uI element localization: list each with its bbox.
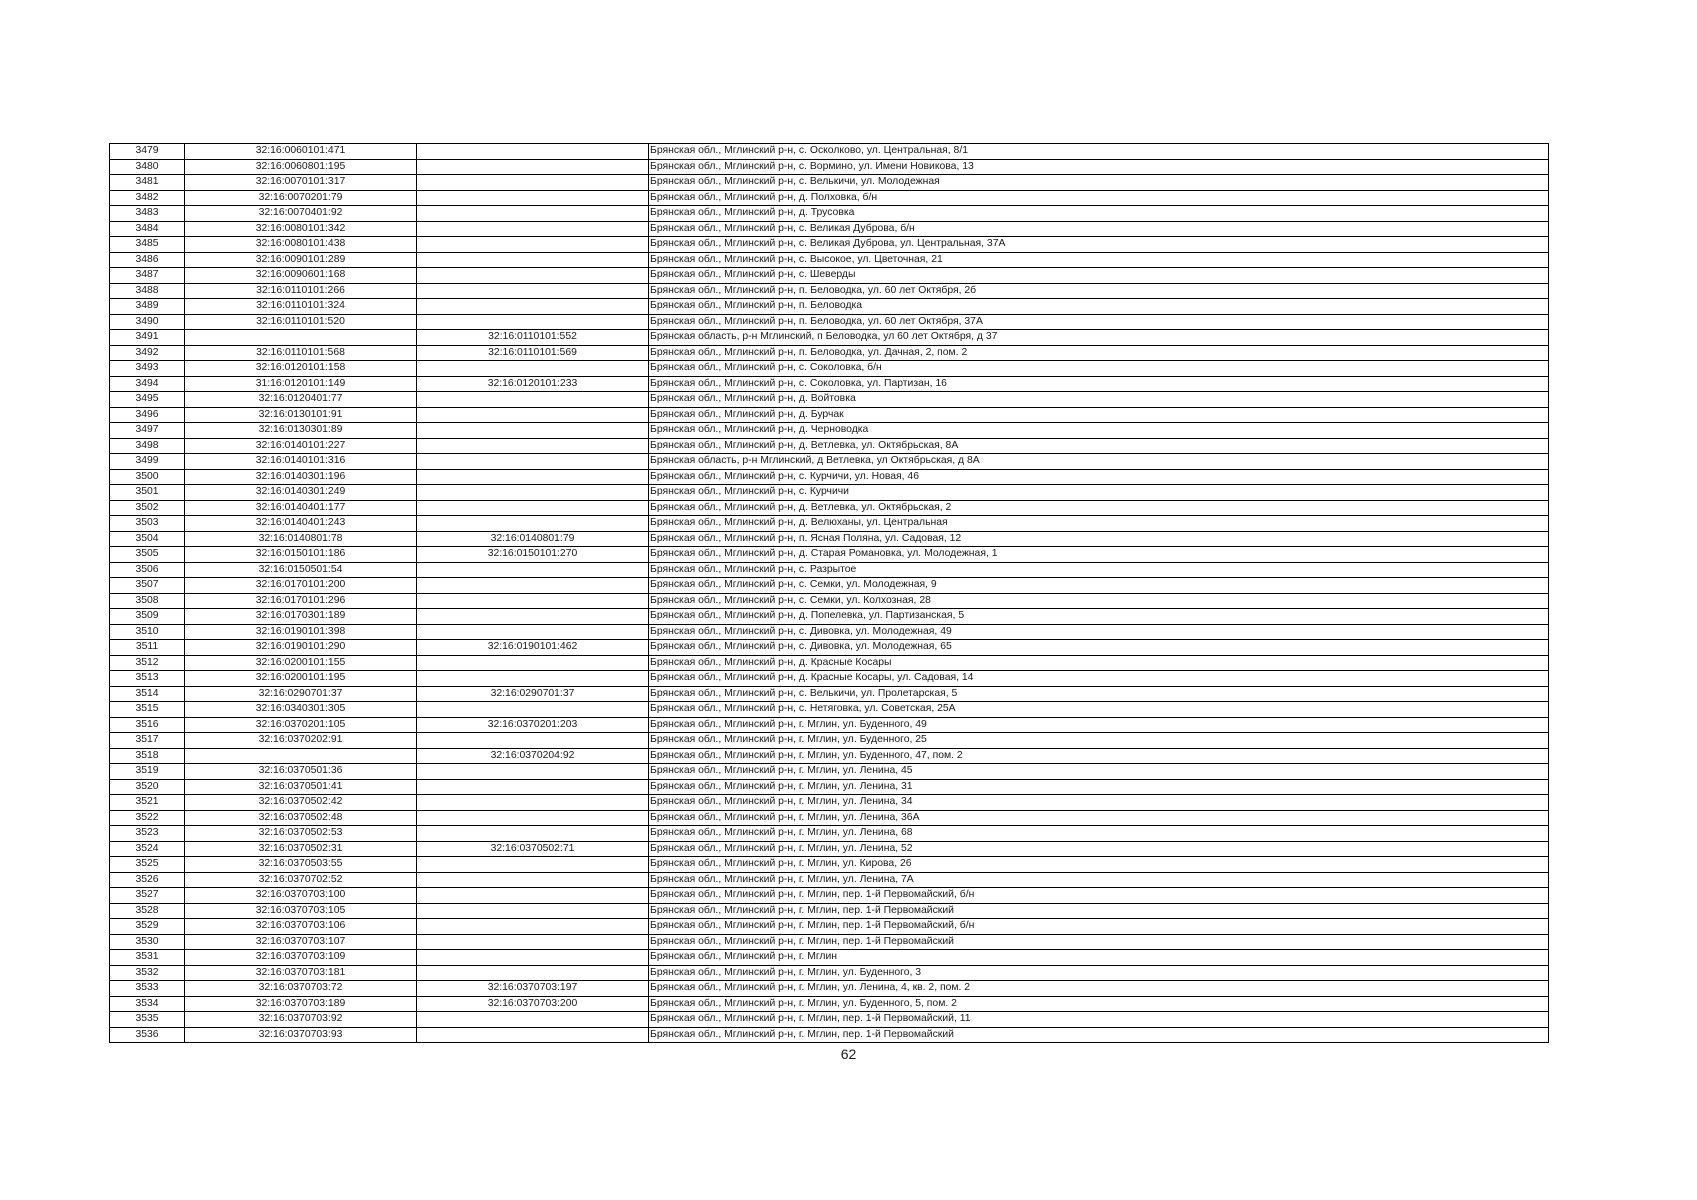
cadastral-number-cell: 32:16:0200101:155 (185, 655, 417, 671)
address-cell: Брянская обл., Мглинский р-н, п. Беловодка, ул. 60 лет Октября, 37А (649, 314, 1549, 330)
cadastral-number-cell: 32:16:0370703:109 (185, 950, 417, 966)
row-number-cell: 3504 (110, 531, 185, 547)
cadastral-number-cell: 32:16:0150501:54 (185, 562, 417, 578)
related-cadastral-number-cell (417, 516, 649, 532)
cadastral-number-cell: 32:16:0370501:41 (185, 779, 417, 795)
cadastral-number-cell: 32:16:0170301:189 (185, 609, 417, 625)
table-row (110, 593, 1549, 609)
row-number-cell: 3527 (110, 888, 185, 904)
cadastral-number-cell: 32:16:0090601:168 (185, 268, 417, 284)
cadastral-number-cell: 32:16:0370703:181 (185, 965, 417, 981)
row-number-cell: 3494 (110, 376, 185, 392)
address-cell: Брянская обл., Мглинский р-н, с. Высокое, ул. Цветочная, 21 (649, 252, 1549, 268)
cadastral-number-cell: 32:16:0080101:342 (185, 221, 417, 237)
cadastral-number-cell: 32:16:0370201:105 (185, 717, 417, 733)
table-row (110, 206, 1549, 222)
related-cadastral-number-cell (417, 237, 649, 253)
row-number-cell: 3480 (110, 159, 185, 175)
row-number-cell: 3497 (110, 423, 185, 439)
cadastral-number-cell: 32:16:0340301:305 (185, 702, 417, 718)
address-cell: Брянская обл., Мглинский р-н, п. Беловодка, ул. 60 лет Октября, 2б (649, 283, 1549, 299)
cadastral-number-cell: 32:16:0370703:105 (185, 903, 417, 919)
table-row (110, 919, 1549, 935)
table-row (110, 934, 1549, 950)
table-row (110, 1027, 1549, 1043)
table-row (110, 826, 1549, 842)
related-cadastral-number-cell (417, 159, 649, 175)
row-number-cell: 3498 (110, 438, 185, 454)
address-cell: Брянская обл., Мглинский р-н, г. Мглин, пер. 1-й Первомайский, б/н (649, 919, 1549, 935)
address-cell: Брянская обл., Мглинский р-н, г. Мглин, ул. Ленина, 34 (649, 795, 1549, 811)
table-row (110, 981, 1549, 997)
related-cadastral-number-cell (417, 903, 649, 919)
table-row (110, 361, 1549, 377)
address-cell: Брянская обл., Мглинский р-н, с. Разрытое (649, 562, 1549, 578)
related-cadastral-number-cell: 32:16:0190101:462 (417, 640, 649, 656)
address-cell: Брянская область, р-н Мглинский, п Беловодка, ул 60 лет Октября, д 37 (649, 330, 1549, 346)
row-number-cell: 3530 (110, 934, 185, 950)
address-cell: Брянская обл., Мглинский р-н, г. Мглин, ул. Буденного, 5, пом. 2 (649, 996, 1549, 1012)
related-cadastral-number-cell (417, 857, 649, 873)
row-number-cell: 3505 (110, 547, 185, 563)
cadastral-number-cell: 32:16:0120101:158 (185, 361, 417, 377)
table-row (110, 330, 1549, 346)
address-cell: Брянская обл., Мглинский р-н, с. Нетяговка, ул. Советская, 25А (649, 702, 1549, 718)
address-cell: Брянская обл., Мглинский р-н, г. Мглин, ул. Ленина, 31 (649, 779, 1549, 795)
row-number-cell: 3482 (110, 190, 185, 206)
table-row (110, 144, 1549, 160)
row-number-cell: 3501 (110, 485, 185, 501)
row-number-cell: 3502 (110, 500, 185, 516)
address-cell: Брянская обл., Мглинский р-н, с. Семки, ул. Молодежная, 9 (649, 578, 1549, 594)
address-cell: Брянская обл., Мглинский р-н, п. Беловодка (649, 299, 1549, 315)
related-cadastral-number-cell (417, 221, 649, 237)
table-row (110, 485, 1549, 501)
table-row (110, 469, 1549, 485)
cadastral-number-cell: 32:16:0370501:36 (185, 764, 417, 780)
address-cell: Брянская обл., Мглинский р-н, д. Красные Косары (649, 655, 1549, 671)
cadastral-number-cell: 32:16:0290701:37 (185, 686, 417, 702)
row-number-cell: 3509 (110, 609, 185, 625)
row-number-cell: 3518 (110, 748, 185, 764)
cadastral-number-cell: 32:16:0060801:195 (185, 159, 417, 175)
related-cadastral-number-cell (417, 702, 649, 718)
address-cell: Брянская обл., Мглинский р-н, п. Ясная Поляна, ул. Садовая, 12 (649, 531, 1549, 547)
address-cell: Брянская обл., Мглинский р-н, с. Дивовка, ул. Молодежная, 65 (649, 640, 1549, 656)
related-cadastral-number-cell (417, 1012, 649, 1028)
related-cadastral-number-cell (417, 810, 649, 826)
address-cell: Брянская обл., Мглинский р-н, г. Мглин, пер. 1-й Первомайский (649, 1027, 1549, 1043)
row-number-cell: 3521 (110, 795, 185, 811)
row-number-cell: 3532 (110, 965, 185, 981)
cadastral-number-cell: 32:16:0110101:324 (185, 299, 417, 315)
related-cadastral-number-cell (417, 578, 649, 594)
row-number-cell: 3492 (110, 345, 185, 361)
row-number-cell: 3517 (110, 733, 185, 749)
row-number-cell: 3524 (110, 841, 185, 857)
row-number-cell: 3479 (110, 144, 185, 160)
table-row (110, 500, 1549, 516)
row-number-cell: 3536 (110, 1027, 185, 1043)
cadastral-number-cell: 32:16:0150101:186 (185, 547, 417, 563)
row-number-cell: 3510 (110, 624, 185, 640)
cadastral-number-cell (185, 748, 417, 764)
cadastral-number-cell: 32:16:0130301:89 (185, 423, 417, 439)
table-row (110, 655, 1549, 671)
table-row (110, 159, 1549, 175)
table-row (110, 562, 1549, 578)
address-cell: Брянская обл., Мглинский р-н, с. Великая Дуброва, ул. Центральная, 37А (649, 237, 1549, 253)
row-number-cell: 3499 (110, 454, 185, 470)
related-cadastral-number-cell (417, 206, 649, 222)
table-row (110, 748, 1549, 764)
address-cell: Брянская обл., Мглинский р-н, п. Беловодка, ул. Дачная, 2, пом. 2 (649, 345, 1549, 361)
cadastral-number-cell: 32:16:0370502:53 (185, 826, 417, 842)
row-number-cell: 3522 (110, 810, 185, 826)
cadastral-number-cell: 32:16:0370503:55 (185, 857, 417, 873)
table-row (110, 376, 1549, 392)
related-cadastral-number-cell: 32:16:0370703:197 (417, 981, 649, 997)
cadastral-number-cell: 32:16:0370703:100 (185, 888, 417, 904)
row-number-cell: 3483 (110, 206, 185, 222)
table-row (110, 314, 1549, 330)
cadastral-number-cell: 32:16:0370703:107 (185, 934, 417, 950)
table-row (110, 454, 1549, 470)
related-cadastral-number-cell (417, 624, 649, 640)
related-cadastral-number-cell (417, 872, 649, 888)
cadastral-number-cell: 32:16:0370703:93 (185, 1027, 417, 1043)
row-number-cell: 3528 (110, 903, 185, 919)
address-cell: Брянская область, р-н Мглинский, д Ветлевка, ул Октябрьская, д 8А (649, 454, 1549, 470)
cadastral-number-cell: 32:16:0370703:106 (185, 919, 417, 935)
row-number-cell: 3485 (110, 237, 185, 253)
address-cell: Брянская обл., Мглинский р-н, г. Мглин, пер. 1-й Первомайский (649, 934, 1549, 950)
related-cadastral-number-cell: 32:16:0370204:92 (417, 748, 649, 764)
address-cell: Брянская обл., Мглинский р-н, д. Попелевка, ул. Партизанская, 5 (649, 609, 1549, 625)
table-row (110, 717, 1549, 733)
cadastral-number-cell: 32:16:0070401:92 (185, 206, 417, 222)
address-cell: Брянская обл., Мглинский р-н, с. Курчичи, ул. Новая, 46 (649, 469, 1549, 485)
table-row (110, 702, 1549, 718)
cadastral-number-cell: 32:16:0370703:92 (185, 1012, 417, 1028)
row-number-cell: 3514 (110, 686, 185, 702)
table-row (110, 795, 1549, 811)
related-cadastral-number-cell: 32:16:0370201:203 (417, 717, 649, 733)
table-row (110, 686, 1549, 702)
related-cadastral-number-cell (417, 438, 649, 454)
related-cadastral-number-cell (417, 795, 649, 811)
row-number-cell: 3519 (110, 764, 185, 780)
cadastral-number-cell: 32:16:0110101:266 (185, 283, 417, 299)
address-cell: Брянская обл., Мглинский р-н, г. Мглин, ул. Буденного, 3 (649, 965, 1549, 981)
related-cadastral-number-cell (417, 268, 649, 284)
row-number-cell: 3511 (110, 640, 185, 656)
row-number-cell: 3535 (110, 1012, 185, 1028)
related-cadastral-number-cell (417, 950, 649, 966)
cadastral-number-cell: 32:16:0090101:289 (185, 252, 417, 268)
row-number-cell: 3488 (110, 283, 185, 299)
cadastral-number-cell: 32:16:0370202:91 (185, 733, 417, 749)
row-number-cell: 3534 (110, 996, 185, 1012)
table-row (110, 640, 1549, 656)
related-cadastral-number-cell (417, 144, 649, 160)
related-cadastral-number-cell: 32:16:0150101:270 (417, 547, 649, 563)
related-cadastral-number-cell (417, 485, 649, 501)
table-row (110, 578, 1549, 594)
related-cadastral-number-cell (417, 190, 649, 206)
table-row (110, 950, 1549, 966)
address-cell: Брянская обл., Мглинский р-н, г. Мглин, ул. Ленина, 52 (649, 841, 1549, 857)
cadastral-number-cell: 32:16:0370502:31 (185, 841, 417, 857)
related-cadastral-number-cell (417, 888, 649, 904)
related-cadastral-number-cell (417, 423, 649, 439)
cadastral-number-cell: 32:16:0190101:398 (185, 624, 417, 640)
address-cell: Брянская обл., Мглинский р-н, г. Мглин, ул. Кирова, 26 (649, 857, 1549, 873)
address-cell: Брянская обл., Мглинский р-н, д. Бурчак (649, 407, 1549, 423)
address-cell: Брянская обл., Мглинский р-н, с. Семки, ул. Колхозная, 28 (649, 593, 1549, 609)
table-row (110, 872, 1549, 888)
table-row (110, 810, 1549, 826)
address-cell: Брянская обл., Мглинский р-н, г. Мглин, пер. 1-й Первомайский (649, 903, 1549, 919)
table-row (110, 407, 1549, 423)
related-cadastral-number-cell (417, 671, 649, 687)
table-row (110, 888, 1549, 904)
row-number-cell: 3493 (110, 361, 185, 377)
row-number-cell: 3523 (110, 826, 185, 842)
related-cadastral-number-cell (417, 314, 649, 330)
row-number-cell: 3533 (110, 981, 185, 997)
address-cell: Брянская обл., Мглинский р-н, д. Войтовка (649, 392, 1549, 408)
address-cell: Брянская обл., Мглинский р-н, д. Велюханы, ул. Центральная (649, 516, 1549, 532)
address-cell: Брянская обл., Мглинский р-н, с. Великая Дуброва, б/н (649, 221, 1549, 237)
related-cadastral-number-cell: 32:16:0370703:200 (417, 996, 649, 1012)
row-number-cell: 3512 (110, 655, 185, 671)
cadastral-number-cell: 32:16:0200101:195 (185, 671, 417, 687)
table-row (110, 903, 1549, 919)
cadastral-number-cell: 32:16:0060101:471 (185, 144, 417, 160)
address-cell: Брянская обл., Мглинский р-н, д. Полховка, б/н (649, 190, 1549, 206)
row-number-cell: 3496 (110, 407, 185, 423)
cadastral-number-cell: 32:16:0140301:196 (185, 469, 417, 485)
cadastral-number-cell: 32:16:0370702:52 (185, 872, 417, 888)
table-row (110, 516, 1549, 532)
cadastral-number-cell: 32:16:0370502:48 (185, 810, 417, 826)
table-row (110, 345, 1549, 361)
address-cell: Брянская обл., Мглинский р-н, г. Мглин, ул. Буденного, 49 (649, 717, 1549, 733)
table-row (110, 175, 1549, 191)
table-row (110, 299, 1549, 315)
row-number-cell: 3507 (110, 578, 185, 594)
related-cadastral-number-cell (417, 361, 649, 377)
cadastral-number-cell (185, 330, 417, 346)
row-number-cell: 3495 (110, 392, 185, 408)
address-cell: Брянская обл., Мглинский р-н, с. Велькичи, ул. Молодежная (649, 175, 1549, 191)
related-cadastral-number-cell (417, 764, 649, 780)
address-cell: Брянская обл., Мглинский р-н, д. Старая Романовка, ул. Молодежная, 1 (649, 547, 1549, 563)
cadastral-number-cell: 32:16:0190101:290 (185, 640, 417, 656)
table-row (110, 423, 1549, 439)
row-number-cell: 3515 (110, 702, 185, 718)
address-cell: Брянская обл., Мглинский р-н, с. Вормино, ул. Имени Новикова, 13 (649, 159, 1549, 175)
cadastral-number-cell: 32:16:0070101:317 (185, 175, 417, 191)
related-cadastral-number-cell (417, 283, 649, 299)
related-cadastral-number-cell (417, 919, 649, 935)
cadastral-number-cell: 32:16:0370502:42 (185, 795, 417, 811)
cadastral-number-cell: 32:16:0370703:72 (185, 981, 417, 997)
table-row (110, 857, 1549, 873)
table-row (110, 237, 1549, 253)
cadastral-number-cell: 32:16:0170101:200 (185, 578, 417, 594)
row-number-cell: 3481 (110, 175, 185, 191)
table-row (110, 531, 1549, 547)
table-row (110, 624, 1549, 640)
address-cell: Брянская обл., Мглинский р-н, с. Курчичи (649, 485, 1549, 501)
related-cadastral-number-cell (417, 593, 649, 609)
table-row (110, 996, 1549, 1012)
address-cell: Брянская обл., Мглинский р-н, г. Мглин, ул. Ленина, 45 (649, 764, 1549, 780)
related-cadastral-number-cell (417, 252, 649, 268)
row-number-cell: 3525 (110, 857, 185, 873)
related-cadastral-number-cell: 32:16:0110101:569 (417, 345, 649, 361)
row-number-cell: 3489 (110, 299, 185, 315)
related-cadastral-number-cell (417, 500, 649, 516)
table-row (110, 609, 1549, 625)
table-row (110, 268, 1549, 284)
address-cell: Брянская обл., Мглинский р-н, д. Ветлевка, ул. Октябрьская, 2 (649, 500, 1549, 516)
table-row (110, 1012, 1549, 1028)
related-cadastral-number-cell (417, 733, 649, 749)
table-row (110, 283, 1549, 299)
address-cell: Брянская обл., Мглинский р-н, с. Шеверды (649, 268, 1549, 284)
address-cell: Брянская обл., Мглинский р-н, г. Мглин, ул. Ленина, 36А (649, 810, 1549, 826)
cadastral-number-cell: 32:16:0070201:79 (185, 190, 417, 206)
table-row (110, 221, 1549, 237)
address-cell: Брянская обл., Мглинский р-н, г. Мглин, ул. Ленина, 7А (649, 872, 1549, 888)
row-number-cell: 3486 (110, 252, 185, 268)
table-row (110, 841, 1549, 857)
related-cadastral-number-cell: 32:16:0290701:37 (417, 686, 649, 702)
related-cadastral-number-cell (417, 392, 649, 408)
cadastral-number-cell: 32:16:0130101:91 (185, 407, 417, 423)
address-cell: Брянская обл., Мглинский р-н, д. Черноводка (649, 423, 1549, 439)
row-number-cell: 3491 (110, 330, 185, 346)
property-registry-table (109, 143, 1549, 1043)
table-row (110, 392, 1549, 408)
cadastral-number-cell: 32:16:0140401:177 (185, 500, 417, 516)
related-cadastral-number-cell (417, 1027, 649, 1043)
address-cell: Брянская обл., Мглинский р-н, д. Ветлевка, ул. Октябрьская, 8А (649, 438, 1549, 454)
address-cell: Брянская обл., Мглинский р-н, с. Осколково, ул. Центральная, 8/1 (649, 144, 1549, 160)
related-cadastral-number-cell (417, 562, 649, 578)
table-row (110, 965, 1549, 981)
row-number-cell: 3529 (110, 919, 185, 935)
row-number-cell: 3520 (110, 779, 185, 795)
address-cell: Брянская обл., Мглинский р-н, с. Дивовка, ул. Молодежная, 49 (649, 624, 1549, 640)
address-cell: Брянская обл., Мглинский р-н, г. Мглин (649, 950, 1549, 966)
related-cadastral-number-cell (417, 826, 649, 842)
row-number-cell: 3503 (110, 516, 185, 532)
row-number-cell: 3531 (110, 950, 185, 966)
related-cadastral-number-cell: 32:16:0120101:233 (417, 376, 649, 392)
address-cell: Брянская обл., Мглинский р-н, г. Мглин, ул. Ленина, 68 (649, 826, 1549, 842)
cadastral-number-cell: 32:16:0120401:77 (185, 392, 417, 408)
related-cadastral-number-cell (417, 609, 649, 625)
address-cell: Брянская обл., Мглинский р-н, г. Мглин, ул. Ленина, 4, кв. 2, пом. 2 (649, 981, 1549, 997)
row-number-cell: 3508 (110, 593, 185, 609)
cadastral-number-cell: 32:16:0140801:78 (185, 531, 417, 547)
table-row (110, 779, 1549, 795)
cadastral-number-cell: 32:16:0080101:438 (185, 237, 417, 253)
cadastral-number-cell: 32:16:0110101:568 (185, 345, 417, 361)
row-number-cell: 3487 (110, 268, 185, 284)
cadastral-number-cell: 32:16:0170101:296 (185, 593, 417, 609)
cadastral-number-cell: 32:16:0140101:316 (185, 454, 417, 470)
address-cell: Брянская обл., Мглинский р-н, г. Мглин, ул. Буденного, 25 (649, 733, 1549, 749)
row-number-cell: 3484 (110, 221, 185, 237)
address-cell: Брянская обл., Мглинский р-н, с. Велькичи, ул. Пролетарская, 5 (649, 686, 1549, 702)
cadastral-number-cell: 31:16:0120101:149 (185, 376, 417, 392)
table-row (110, 190, 1549, 206)
related-cadastral-number-cell (417, 469, 649, 485)
related-cadastral-number-cell (417, 934, 649, 950)
address-cell: Брянская обл., Мглинский р-н, с. Соколовка, ул. Партизан, 16 (649, 376, 1549, 392)
address-cell: Брянская обл., Мглинский р-н, д. Трусовка (649, 206, 1549, 222)
related-cadastral-number-cell (417, 407, 649, 423)
address-cell: Брянская обл., Мглинский р-н, д. Красные Косары, ул. Садовая, 14 (649, 671, 1549, 687)
address-cell: Брянская обл., Мглинский р-н, с. Соколовка, б/н (649, 361, 1549, 377)
row-number-cell: 3526 (110, 872, 185, 888)
related-cadastral-number-cell (417, 655, 649, 671)
address-cell: Брянская обл., Мглинский р-н, г. Мглин, ул. Буденного, 47, пом. 2 (649, 748, 1549, 764)
address-cell: Брянская обл., Мглинский р-н, г. Мглин, пер. 1-й Первомайский, б/н (649, 888, 1549, 904)
row-number-cell: 3516 (110, 717, 185, 733)
row-number-cell: 3506 (110, 562, 185, 578)
related-cadastral-number-cell (417, 454, 649, 470)
table-row (110, 547, 1549, 563)
related-cadastral-number-cell: 32:16:0110101:552 (417, 330, 649, 346)
related-cadastral-number-cell (417, 779, 649, 795)
table-row (110, 671, 1549, 687)
table-row (110, 252, 1549, 268)
related-cadastral-number-cell (417, 965, 649, 981)
table-row (110, 733, 1549, 749)
cadastral-number-cell: 32:16:0140101:227 (185, 438, 417, 454)
related-cadastral-number-cell: 32:16:0140801:79 (417, 531, 649, 547)
table-row (110, 438, 1549, 454)
page-number: 62 (840, 1046, 857, 1062)
address-cell: Брянская обл., Мглинский р-н, г. Мглин, пер. 1-й Первомайский, 11 (649, 1012, 1549, 1028)
cadastral-number-cell: 32:16:0140401:243 (185, 516, 417, 532)
registry-table-body (110, 144, 1549, 1043)
row-number-cell: 3513 (110, 671, 185, 687)
cadastral-number-cell: 32:16:0140301:249 (185, 485, 417, 501)
table-row (110, 764, 1549, 780)
related-cadastral-number-cell (417, 299, 649, 315)
related-cadastral-number-cell: 32:16:0370502:71 (417, 841, 649, 857)
cadastral-number-cell: 32:16:0370703:189 (185, 996, 417, 1012)
cadastral-number-cell: 32:16:0110101:520 (185, 314, 417, 330)
row-number-cell: 3500 (110, 469, 185, 485)
row-number-cell: 3490 (110, 314, 185, 330)
related-cadastral-number-cell (417, 175, 649, 191)
